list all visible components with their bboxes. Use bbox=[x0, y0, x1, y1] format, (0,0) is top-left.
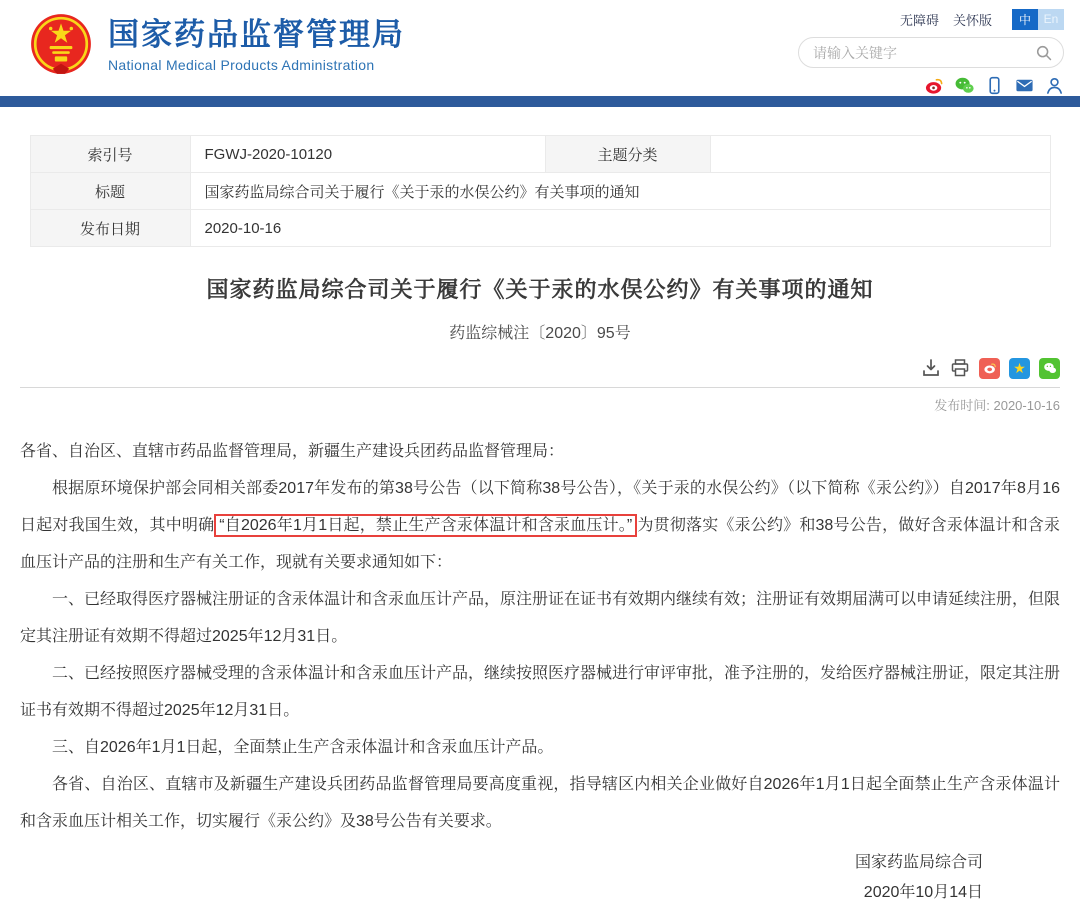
title-value: 国家药监局综合司关于履行《关于汞的水俣公约》有关事项的通知 bbox=[190, 173, 1050, 210]
title-label: 标题 bbox=[30, 173, 190, 210]
care-mode-link[interactable]: 关怀版 bbox=[952, 12, 992, 28]
signature-org: 国家药监局综合司 bbox=[854, 854, 983, 871]
org-name-zh: 国家药品监督管理局 bbox=[108, 17, 405, 52]
intro-before: 根据原环境保护部会同相关部委2017年发布的第38号公告（以下简称38号公告），《关于汞的水俣公约》（以下简称《汞公约》）自2017年8月16日起对我国生效，其中明确 bbox=[20, 480, 1060, 534]
language-toggle bbox=[1012, 9, 1064, 30]
table-row bbox=[30, 136, 1050, 173]
wechat-share-icon[interactable] bbox=[1039, 358, 1060, 379]
print-icon[interactable] bbox=[950, 358, 970, 378]
notice-item-2: 二、已经按照医疗器械受理的含汞体温计和含汞血压计产品，继续按照医疗器械进行审评审批，准予注册的，发给医疗器械注册证，限定其注册证书有效期不得超过2025年12月31日。 bbox=[20, 665, 1061, 719]
social-links bbox=[925, 76, 1064, 95]
site-header bbox=[0, 0, 1080, 96]
table-row bbox=[30, 210, 1050, 247]
date-label: 发布日期 bbox=[30, 210, 190, 247]
salutation: 各省、自治区、直辖市药品监督管理局，新疆生产建设兵团药品监督管理局： bbox=[20, 443, 565, 460]
highlighted-clause: “自2026年1月1日起，禁止生产含汞体温计和含汞血压计。” bbox=[214, 514, 637, 537]
weibo-share-icon[interactable] bbox=[979, 358, 1000, 379]
download-icon[interactable] bbox=[921, 358, 941, 378]
topic-label: 主题分类 bbox=[545, 136, 710, 173]
header-divider-bar bbox=[0, 96, 1080, 107]
search-input[interactable] bbox=[813, 45, 1035, 61]
weibo-icon[interactable] bbox=[925, 76, 944, 95]
notice-item-1: 一、已经取得医疗器械注册证的含汞体温计和含汞血压计产品，原注册证在证书有效期内继续有效；注册证有效期届满可以申请延续注册，但限定其注册证有效期不得超过2025年12月31日。 bbox=[20, 591, 1061, 645]
mobile-icon[interactable] bbox=[985, 76, 1004, 95]
signature-date: 2020年10月14日 bbox=[863, 884, 983, 901]
org-name-en: National Medical Products Administration bbox=[108, 57, 375, 73]
notice-item-3: 三、自2026年1月1日起，全面禁止生产含汞体温计和含汞血压计产品。 bbox=[52, 739, 554, 756]
index-value: FGWJ-2020-10120 bbox=[190, 136, 545, 173]
topic-value bbox=[710, 136, 1050, 173]
document-meta-table bbox=[30, 135, 1051, 247]
qzone-share-icon[interactable]: ★ bbox=[1009, 358, 1030, 379]
publish-time: 发布时间: 2020-10-16 bbox=[934, 398, 1060, 413]
header-right bbox=[798, 8, 1064, 95]
table-row bbox=[30, 173, 1050, 210]
date-value: 2020-10-16 bbox=[190, 210, 1050, 247]
accessibility-link[interactable]: 无障碍 bbox=[899, 12, 939, 28]
top-links bbox=[900, 8, 1064, 30]
intro-after: 为贯彻落实《汞公约》和38号公告，做好含汞体温计和含汞血压计产品的注册和生产有关工作，现就有关要求通知如下： bbox=[20, 517, 1060, 571]
page-title: 国家药监局综合司关于履行《关于汞的水俣公约》有关事项的通知 bbox=[206, 277, 874, 302]
search-icon[interactable] bbox=[1035, 44, 1053, 62]
mail-icon[interactable] bbox=[1015, 76, 1034, 95]
wechat-icon[interactable] bbox=[955, 76, 974, 95]
article-toolbar bbox=[0, 357, 1080, 379]
closing-paragraph: 各省、自治区、直辖市及新疆生产建设兵团药品监督管理局要高度重视，指导辖区内相关企业做好自2026年1月1日起全面禁止生产含汞体温计和含汞血压计相关工作，切实履行《汞公约》及38号公告有关要求。 bbox=[20, 776, 1060, 830]
user-icon[interactable] bbox=[1045, 76, 1064, 95]
lang-en-button[interactable]: En bbox=[1038, 9, 1064, 30]
brand[interactable] bbox=[28, 12, 405, 78]
lang-zh-button[interactable]: 中 bbox=[1012, 9, 1038, 30]
index-label: 索引号 bbox=[30, 136, 190, 173]
search-box[interactable] bbox=[798, 37, 1064, 68]
intro-paragraph bbox=[20, 470, 1060, 581]
signature-block bbox=[0, 848, 1080, 908]
doc-number: 药监综械注〔2020〕95号 bbox=[449, 325, 631, 342]
toolbar-divider bbox=[20, 387, 1060, 388]
brand-text bbox=[108, 17, 405, 73]
main-content bbox=[0, 135, 1080, 908]
national-emblem-icon bbox=[28, 12, 94, 78]
notice-body bbox=[20, 433, 1060, 840]
